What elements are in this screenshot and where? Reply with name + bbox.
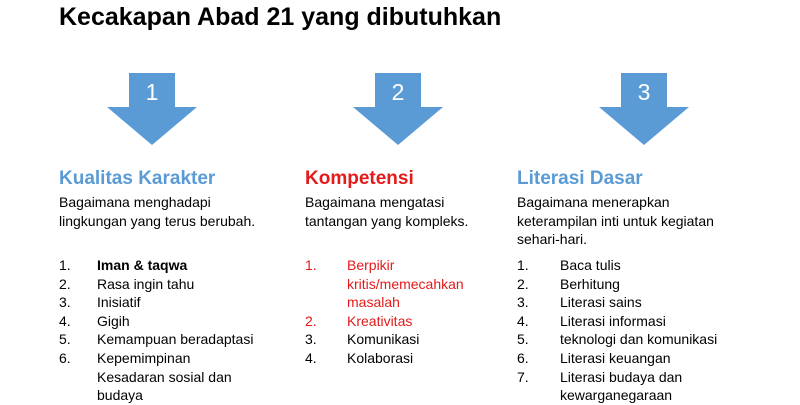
- list-item-label: Kolaborasi: [347, 349, 414, 366]
- list-item: [517, 368, 797, 405]
- list-item-label: Literasi informasi: [560, 312, 666, 329]
- list-item-label: kewarganegaraan: [560, 387, 673, 404]
- list-item-label: Kemampuan beradaptasi: [97, 331, 254, 348]
- list-item: [517, 275, 797, 294]
- list-item-label: Literasi keuangan: [560, 349, 671, 366]
- arrow-step-1: [107, 73, 197, 145]
- list-item-number: 5.: [517, 331, 529, 348]
- list-item: [59, 256, 299, 275]
- description-line: sehari-hari.: [517, 231, 588, 247]
- description-line: Bagaimana menghadapi: [59, 194, 211, 210]
- list-item-number: 4.: [517, 312, 529, 329]
- column-heading: Literasi Dasar: [517, 168, 643, 189]
- column-heading: Kualitas Karakter: [59, 168, 216, 189]
- list-item-label: Iman & taqwa: [97, 257, 188, 273]
- description-line: Bagaimana mengatasi: [305, 194, 445, 210]
- list-item-number: 1.: [517, 257, 529, 273]
- list-item-number: 1.: [305, 257, 317, 273]
- description-line: Bagaimana menerapkan: [517, 194, 670, 210]
- list-item-number: 6.: [59, 349, 71, 366]
- list-item-label: Komunikasi: [347, 331, 420, 348]
- arrow-step-2: [353, 73, 443, 145]
- list-item-number: 5.: [59, 331, 71, 348]
- column-kompetensi: [305, 168, 505, 230]
- list-item-label: Rasa ingin tahu: [97, 275, 195, 292]
- list-item: [305, 312, 505, 331]
- list-item: [517, 256, 797, 275]
- list-item-number: 3.: [517, 294, 529, 311]
- column-kualitas-karakter: [59, 168, 299, 230]
- step-number: 2: [391, 79, 405, 105]
- list-item: [59, 330, 299, 349]
- column-description: [305, 193, 505, 230]
- list-item-number: 4.: [305, 349, 317, 366]
- list-item-label: Berpikir: [347, 257, 395, 273]
- list-item-number: 3.: [305, 331, 317, 348]
- list-item-label: kritis/memecahkan: [347, 275, 464, 292]
- list-item: [517, 330, 797, 349]
- item-list: [517, 256, 797, 405]
- item-list: [59, 256, 299, 405]
- step-number: 3: [637, 79, 651, 105]
- list-item-label: Kepemimpinan: [97, 349, 191, 366]
- list-item-number: 3.: [59, 294, 71, 311]
- description-line: tantangan yang kompleks.: [305, 212, 469, 229]
- list-item-label: teknologi dan komunikasi: [560, 331, 718, 348]
- list-item-number: 2.: [59, 275, 71, 292]
- item-list: [305, 256, 505, 368]
- list-item-label: budaya: [97, 387, 143, 404]
- list-item-number: 2.: [305, 312, 317, 329]
- list-item: [517, 312, 797, 331]
- list-item-label: Berhitung: [560, 275, 620, 292]
- list-item: [305, 349, 505, 368]
- list-item: [59, 293, 299, 312]
- column-description: [59, 193, 299, 230]
- list-item: [305, 256, 505, 312]
- arrow-step-3: [599, 73, 689, 145]
- list-item-label: masalah: [347, 294, 400, 311]
- column-heading: Kompetensi: [305, 168, 414, 189]
- list-item-label: Inisiatif: [97, 294, 141, 311]
- list-item-number: 2.: [517, 275, 529, 292]
- list-item-label: Kesadaran sosial dan: [97, 368, 232, 385]
- list-item-label: Kreativitas: [347, 312, 413, 329]
- list-item: [59, 349, 299, 405]
- list-item-label: Baca tulis: [560, 257, 621, 273]
- list-item-number: 4.: [59, 312, 71, 329]
- column-literasi-dasar: [517, 168, 797, 249]
- list-item-label: Literasi sains: [560, 294, 642, 311]
- page-title: Kecakapan Abad 21 yang dibutuhkan: [59, 3, 502, 31]
- column-description: [517, 193, 797, 249]
- list-item-label: Literasi budaya dan: [560, 368, 683, 385]
- description-line: keterampilan inti untuk kegiatan: [517, 212, 714, 229]
- list-item-number: 1.: [59, 257, 71, 273]
- description-line: lingkungan yang terus berubah.: [59, 212, 256, 229]
- list-item-number: 6.: [517, 349, 529, 366]
- list-item: [305, 330, 505, 349]
- list-item: [59, 312, 299, 331]
- list-item-number: 7.: [517, 368, 529, 385]
- list-item: [517, 293, 797, 312]
- list-item: [517, 349, 797, 368]
- step-number: 1: [145, 79, 159, 105]
- list-item-label: Gigih: [97, 312, 130, 329]
- list-item: [59, 275, 299, 294]
